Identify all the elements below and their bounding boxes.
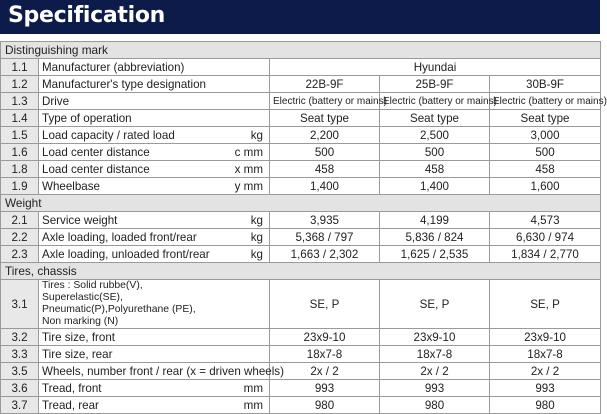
row-value: 4,199 [380,212,490,229]
row-value: 4,573 [490,212,601,229]
row-unit [204,280,270,329]
row-value: Electric (battery or mains) [270,93,380,110]
row-value: 993 [490,380,601,397]
row-value: 18x7-8 [490,346,601,363]
spec-row [1,93,601,110]
row-value: 1,600 [490,178,601,195]
row-value: 1,625 / 2,535 [380,246,490,263]
row-value: 980 [270,397,380,414]
spec-row [1,246,601,263]
section-title: Weight [1,195,601,212]
row-number: 2.3 [1,246,39,263]
row-value: 5,836 / 824 [380,229,490,246]
row-label: Tread, rear [39,397,204,414]
row-unit [204,346,270,363]
row-value: 1,400 [270,178,380,195]
row-value: 3,935 [270,212,380,229]
section-header-row [1,195,601,212]
spec-row [1,329,601,346]
row-number: 1.2 [1,76,39,93]
row-unit: kg [204,229,270,246]
row-value: 500 [490,144,601,161]
spec-row [1,212,601,229]
spec-row [1,161,601,178]
row-value: Seat type [380,110,490,127]
row-label: Load capacity / rated load [39,127,204,144]
spec-table-body [1,42,607,414]
row-value: 2x / 2 [490,363,601,380]
row-value: 30B-9F [490,76,601,93]
row-value: 25B-9F [380,76,490,93]
section-title: Tires, chassis [1,263,601,280]
row-value: 458 [380,161,490,178]
row-number: 3.7 [1,397,39,414]
row-value: 2,500 [380,127,490,144]
row-value: 23x9-10 [490,329,601,346]
row-value: 993 [380,380,490,397]
row-value: 2x / 2 [270,363,380,380]
row-value: 18x7-8 [270,346,380,363]
spec-row [1,127,601,144]
row-number: 1.8 [1,161,39,178]
row-label: Load center distance [39,144,204,161]
row-value: 1,834 / 2,770 [490,246,601,263]
row-number: 2.1 [1,212,39,229]
row-value: Electric (battery or mains) [380,93,490,110]
row-value: Seat type [270,110,380,127]
row-value: 2,200 [270,127,380,144]
row-value: 5,368 / 797 [270,229,380,246]
spec-table [0,41,607,414]
row-unit [204,59,270,76]
row-unit: c mm [204,144,270,161]
row-value: SE, P [270,280,380,329]
section-header-row [1,263,601,280]
row-label: Drive [39,93,204,110]
spec-row [1,76,601,93]
row-label: Wheels, number front / rear (x = driven wheels) [39,363,204,380]
row-value: 458 [270,161,380,178]
row-label: Service weight [39,212,204,229]
spec-row [1,229,601,246]
row-value: 2x / 2 [380,363,490,380]
row-label: Tires : Solid rubbe(V), Superelastic(SE), Pneumatic(P),Polyurethane (PE), Non marking (N) [39,280,204,329]
row-value: 993 [270,380,380,397]
row-unit: y mm [204,178,270,195]
row-value: Hyundai [270,59,601,76]
row-value: 1,663 / 2,302 [270,246,380,263]
row-value: 500 [380,144,490,161]
row-label: Load center distance [39,161,204,178]
row-value: 23x9-10 [270,329,380,346]
page-title: Specification [8,3,166,28]
row-label: Tread, front [39,380,204,397]
section-header-row [1,42,601,59]
row-value: 980 [490,397,601,414]
row-label: Type of operation [39,110,204,127]
row-unit: x mm [204,161,270,178]
row-unit: kg [204,127,270,144]
spec-row [1,280,601,329]
row-value: 500 [270,144,380,161]
row-unit: kg [204,246,270,263]
row-value: SE, P [380,280,490,329]
spec-row [1,178,601,195]
row-label: Axle loading, unloaded front/rear [39,246,204,263]
row-number: 3.3 [1,346,39,363]
row-label: Tire size, rear [39,346,204,363]
row-number: 2.2 [1,229,39,246]
row-number: 3.5 [1,363,39,380]
row-label: Manufacturer (abbreviation) [39,59,204,76]
spec-row [1,346,601,363]
spec-row [1,397,601,414]
row-unit: mm [204,397,270,414]
spec-row [1,363,601,380]
title-banner [0,0,600,34]
row-number: 1.5 [1,127,39,144]
row-value: SE, P [490,280,601,329]
row-unit [204,93,270,110]
row-unit: mm [204,380,270,397]
spec-row [1,59,601,76]
row-number: 1.1 [1,59,39,76]
spec-row [1,380,601,397]
row-number: 3.1 [1,280,39,329]
row-unit [204,110,270,127]
row-label: Manufacturer's type designation [39,76,204,93]
row-number: 3.6 [1,380,39,397]
row-value: 3,000 [490,127,601,144]
row-label: Axle loading, loaded front/rear [39,229,204,246]
row-value: 22B-9F [270,76,380,93]
row-value: 980 [380,397,490,414]
row-value: 18x7-8 [380,346,490,363]
row-number: 1.3 [1,93,39,110]
row-value: 1,400 [380,178,490,195]
row-number: 1.4 [1,110,39,127]
row-number: 3.2 [1,329,39,346]
row-number: 1.9 [1,178,39,195]
row-number: 1.6 [1,144,39,161]
spec-row [1,110,601,127]
row-unit: kg [204,212,270,229]
row-label: Wheelbase [39,178,204,195]
row-unit [204,76,270,93]
row-label: Tire size, front [39,329,204,346]
row-value: 458 [490,161,601,178]
row-value: 23x9-10 [380,329,490,346]
row-value: Electric (battery or mains) [490,93,601,110]
row-unit [204,329,270,346]
section-title: Distinguishing mark [1,42,601,59]
spec-row [1,144,601,161]
row-value: 6,630 / 974 [490,229,601,246]
row-value: Seat type [490,110,601,127]
